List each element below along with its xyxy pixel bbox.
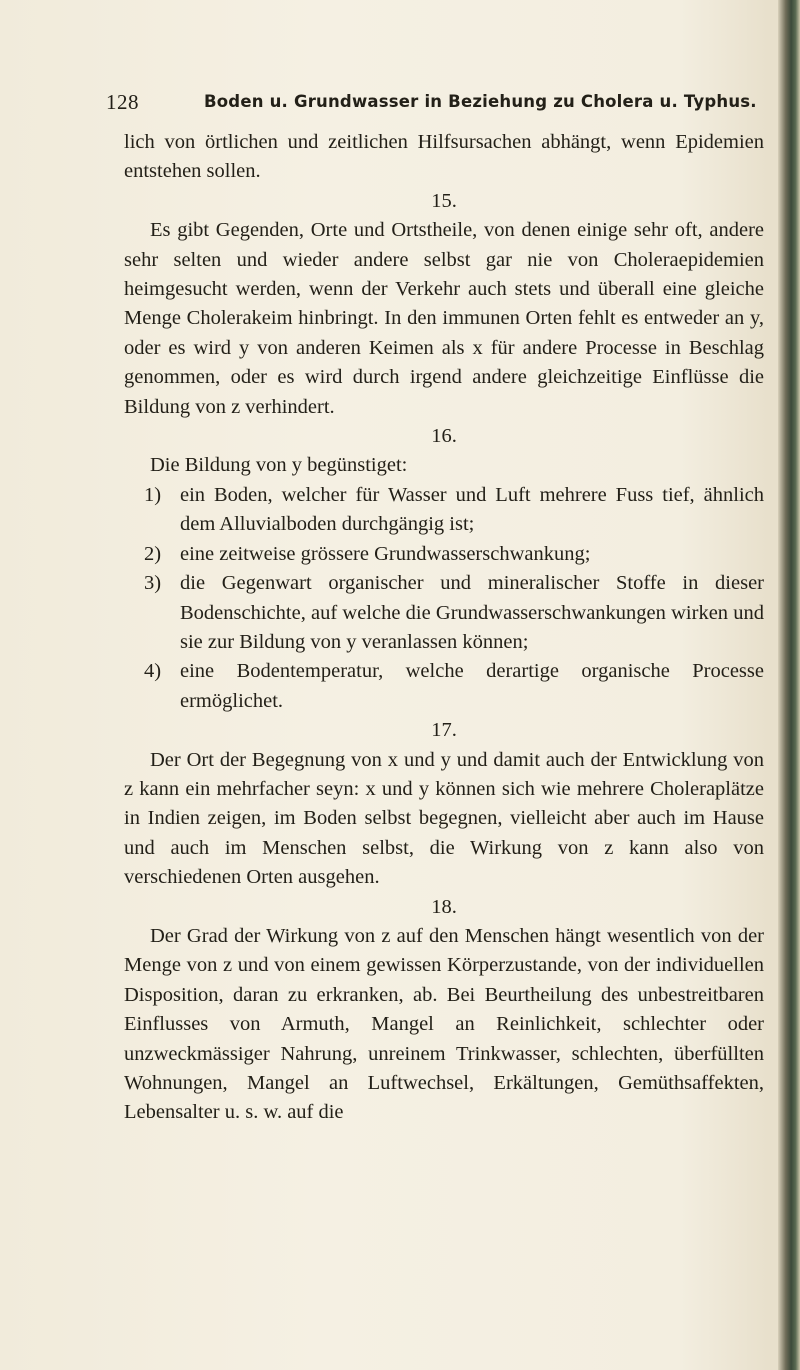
opening-paragraph: lich von örtlichen und zeitlichen Hilfsursachen abhängt, wenn Epidemien entstehen sollen. — [124, 131, 764, 183]
section-16-list — [124, 481, 764, 716]
section-17-paragraph: Der Ort der Begegnung von x und y und damit auch der Entwicklung von z kann ein mehrfacher seyn: x und y können sich wie mehrere Choleraplätze in Indien zeigen, im Boden selbst begegnen, vielleicht aber auch im Hause und auch im Menschen selbst, die Wirkung von z kann also von verschiedenen Orten ausgehen. — [124, 748, 764, 889]
list-item-number: 1) — [144, 483, 162, 506]
list-item — [124, 540, 764, 569]
list-item-number: 4) — [144, 660, 162, 683]
running-header — [106, 90, 766, 120]
running-title: Boden u. Grundwasser in Beziehung zu Cholera u. Typhus. — [204, 92, 757, 111]
list-item-number: 3) — [144, 572, 162, 595]
page-body — [124, 128, 764, 1128]
section-15-paragraph: Es gibt Gegenden, Orte und Ortstheile, von denen einige sehr oft, andere sehr selten und wieder andere selbst gar nie von Choleraepidemien heimgesucht werden, wenn der Verkehr auch stets und überall eine gleiche Menge Cholerakeim hinbringt. In den immunen Orten fehlt es entweder an y, oder es wird y von anderen Keimen als x für andere Processe in Beschlag genommen, oder es wird durch irgend andere gleichzeitige Einflüsse die Bildung von z verhindert. — [124, 219, 764, 418]
section-number-16: 16. — [431, 425, 457, 448]
list-item — [124, 569, 764, 657]
list-item — [124, 657, 764, 716]
section-number-18: 18. — [431, 895, 457, 918]
list-item — [124, 481, 764, 540]
section-18-paragraph: Der Grad der Wirkung von z auf den Menschen hängt wesentlich von der Menge von z und von einem gewissen Körperzustande, von der individuellen Disposition, daran zu erkranken, ab. Bei Beurtheilung des unbestreitbaren Einflusses von Armuth, Mangel an Reinlichkeit, schlechter oder unzweckmässiger Nahrung, unreinem Trinkwasser, schlechten, überfüllten Wohnungen, Mangel an Luftwechsel, Erkältungen, Gemüthsaffekten, Lebensalter u. s. w. auf die — [124, 924, 764, 1124]
list-item-text: eine Bodentemperatur, welche derartige organische Processe ermöglichet. — [180, 660, 764, 712]
page-edge-binding — [778, 0, 800, 1370]
list-item-text: die Gegenwart organischer und mineralischer Stoffe in dieser Bodenschichte, auf welche die Grundwasserschwankungen wirken und sie zur Bildung von y veranlassen können; — [180, 572, 764, 653]
section-16-paragraph: Die Bildung von y begünstiget: — [150, 454, 408, 477]
list-item-number: 2) — [144, 542, 162, 565]
list-item-text: ein Boden, welcher für Wasser und Luft mehrere Fuss tief, ähnlich dem Alluvialboden durchgängig ist; — [180, 483, 764, 536]
section-number-17: 17. — [431, 719, 457, 742]
section-number-15: 15. — [431, 189, 457, 212]
page-number: 128 — [106, 90, 139, 114]
list-item-text: eine zeitweise grössere Grundwasserschwankung; — [180, 542, 591, 565]
